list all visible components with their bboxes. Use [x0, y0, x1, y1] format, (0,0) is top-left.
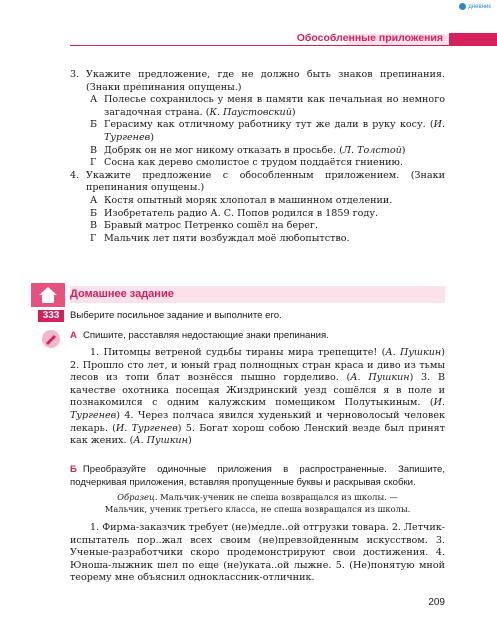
home-icon — [31, 283, 65, 307]
option-3d: Г Сосна как дерево смолистое с трудом поддаётся гниению. — [90, 157, 403, 169]
header-tab — [449, 33, 497, 46]
author-name: А. Пушкин — [133, 435, 188, 447]
example-line-1: Образец. Мальчик-ученик не спеша возвращался из школы. — — [117, 492, 398, 502]
option-4d: Г Мальчик лет пяти возбуждал моё любопытство. — [90, 232, 350, 244]
example-line-2: Мальчик, ученик третьего класса, не спеша возвращался из школы. — [104, 503, 411, 514]
questions-block — [70, 69, 445, 245]
author-name: И. Тургенев — [115, 422, 178, 434]
header-rule — [70, 45, 497, 46]
author-name: И. Тургенев — [70, 397, 445, 421]
page-number: 209 — [428, 597, 445, 608]
task-number-badge: 333 — [38, 310, 64, 322]
part-a-body — [70, 347, 445, 448]
part-a-instruction: А Спишите, расставляя недостающие знаки препинания. — [70, 330, 329, 341]
text-segment: ) 5. Богат хорош собою Ленский везде был принят как жених. ( — [70, 422, 445, 447]
publisher-logo: дневник — [459, 3, 491, 10]
option-3c: В Добряк он не мог никому отказать в просьбе. (Л. Толстой) — [90, 144, 406, 156]
option-3a: А Полесье сохранилось у меня в памяти как печальная но немного загадочная страна. (К. Паустовский) — [90, 94, 445, 118]
homework-title: Домашнее задание — [70, 288, 174, 300]
text-segment: 1. Питомцы ветреной судьбы тираны мира трепещите! ( — [90, 347, 386, 358]
text-segment: ) — [187, 435, 192, 447]
pencil-icon — [40, 328, 62, 350]
question-3: 3. Укажите предложение, где не должно быть знаков препинания. (Знаки препинания опущены.) — [70, 69, 445, 93]
page-header-title: Обособленные приложения — [296, 32, 443, 44]
part-b-instruction: Б Преобразуйте одиночные приложения в распространенные. Запишите, подчеркивая приложения, вставляя пропущенные буквы и раскрывая скобки. — [70, 464, 445, 488]
example-block — [70, 492, 445, 515]
homework-intro: Выберите посильное задание и выполните его. — [70, 310, 282, 321]
text-segment: ) 3. В качестве охотника посещая Жиздринский уезд сошёлся я в поле и познакомился с одним калужским помещиком Полутыкиным. ( — [70, 372, 445, 409]
question-4: 4. Укажите предложение с обособленным приложением. (Знаки препинания опущены.) — [70, 169, 445, 194]
author-name: А. Пушкин — [350, 372, 410, 384]
option-4c: В Бравый матрос Петренко сошёл на берег. — [90, 220, 319, 232]
logo-icon — [459, 3, 466, 10]
text-segment: ) 2. Прошло сто лет, и юный град полнощных стран краса и диво из тьмы лесов из топи блат вознёсся пышно горделиво. ( — [70, 347, 445, 384]
author-name: А. Пушкин — [385, 347, 442, 358]
option-3b: Б Герасиму как отличному работнику тут же дали в руку косу. (И. Тургенев) — [90, 119, 445, 143]
option-4a: А Костя опытный моряк хлопотал в машинном отделении. — [90, 194, 393, 206]
part-b-body: 1. Фирма-заказчик требует (не)медле..ой отгрузки товара. 2. Летчик-испытатель пор..жал всех своим (не)превзойденным искусством. 3. Ученые-разработчики скоро продемонстрируют свои достижения. 4. Юноша-лыжник шел по еще (не)уката..ой лыжне. 5. (Не)понятую мной теорему мне объяснил одноклассник-отличник. — [70, 522, 445, 584]
option-4b: Б Изобретатель радио А. С. Попов родился в 1859 году. — [90, 207, 379, 219]
text-segment: ) 4. Через полчаса явился худенький и черноволосый человек лекарь. ( — [70, 409, 445, 434]
